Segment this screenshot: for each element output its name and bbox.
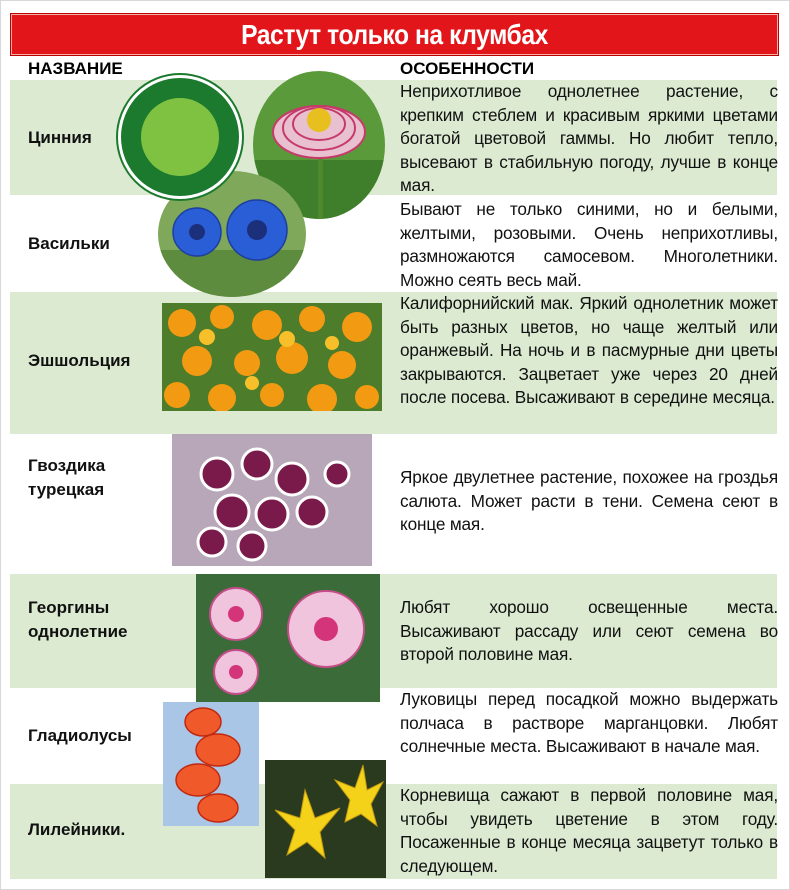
- flower-description: Бывают не только синими, но и белыми, желтыми, розовыми. Очень неприхотливы, размножаются самосевом. Многолетники. Можно сеять весь май.: [400, 199, 778, 290]
- sweet-william-photo: [172, 434, 372, 566]
- flower-name: Васильки: [28, 234, 110, 253]
- flower-description: Луковицы перед посадкой можно выдержать полчаса в растворе марганцовки. Любят солнечные места. Высаживают в начале мая.: [400, 689, 778, 757]
- table-row-eschscholzia: [10, 292, 777, 434]
- flower-description: Яркое двулетнее растение, похожее на гроздья салюта. Может расти в тени. Семена сеют в конце мая.: [400, 467, 778, 535]
- flower-name: Гладиолусы: [28, 726, 132, 745]
- page-title: Растут только на клумбах: [241, 19, 548, 50]
- daylily-photo: [265, 760, 386, 878]
- table-row-gladiolus: [10, 688, 777, 784]
- table-row-sweet-william: [10, 434, 777, 574]
- flower-description: Неприхотливое однолетнее растение, с крепким стеблем и красивым яркими цветами богатой цветовой гаммы. Но любит тепло, высевают в стабильную погоду, лучше в конце мая.: [400, 81, 778, 196]
- flower-description: Корневища сажают в первой половине мая, чтобы увидеть цветение в этом году. Посаженные в конце месяца зацветут только в следующем.: [400, 785, 778, 876]
- title-banner: [10, 13, 779, 56]
- watering-can-icon: [141, 98, 219, 176]
- table-row-dahlia: [10, 574, 777, 688]
- eschscholzia-photo: [162, 303, 382, 411]
- flower-name: Эшшольция: [28, 351, 131, 370]
- table-row-cornflower: [10, 195, 777, 292]
- flower-name: Гвоздика турецкая: [28, 456, 106, 499]
- column-header-name: НАЗВАНИЕ: [28, 59, 123, 78]
- flower-description: Калифорнийский мак. Яркий однолетник может быть разных цветов, но чаще желтый или оранжевый. На ночь и в пасмурные дни цветы закрываются. Зацветает уже через 20 дней после посева. Высаживают в середине месяца.: [400, 293, 778, 408]
- flower-name: Георгины однолетние: [28, 598, 128, 641]
- flower-name: Цинния: [28, 128, 92, 147]
- column-header-features: ОСОБЕННОСТИ: [400, 59, 535, 78]
- gladiolus-photo: [163, 702, 259, 826]
- flower-name: Лилейники.: [28, 820, 126, 839]
- table-row-daylily: [10, 784, 777, 879]
- dahlia-photo: [196, 574, 380, 702]
- logo-badge: [118, 75, 242, 199]
- flower-description: Любят хорошо освещенные места. Высаживают рассаду или сеют семена во второй половине мая.: [400, 597, 778, 665]
